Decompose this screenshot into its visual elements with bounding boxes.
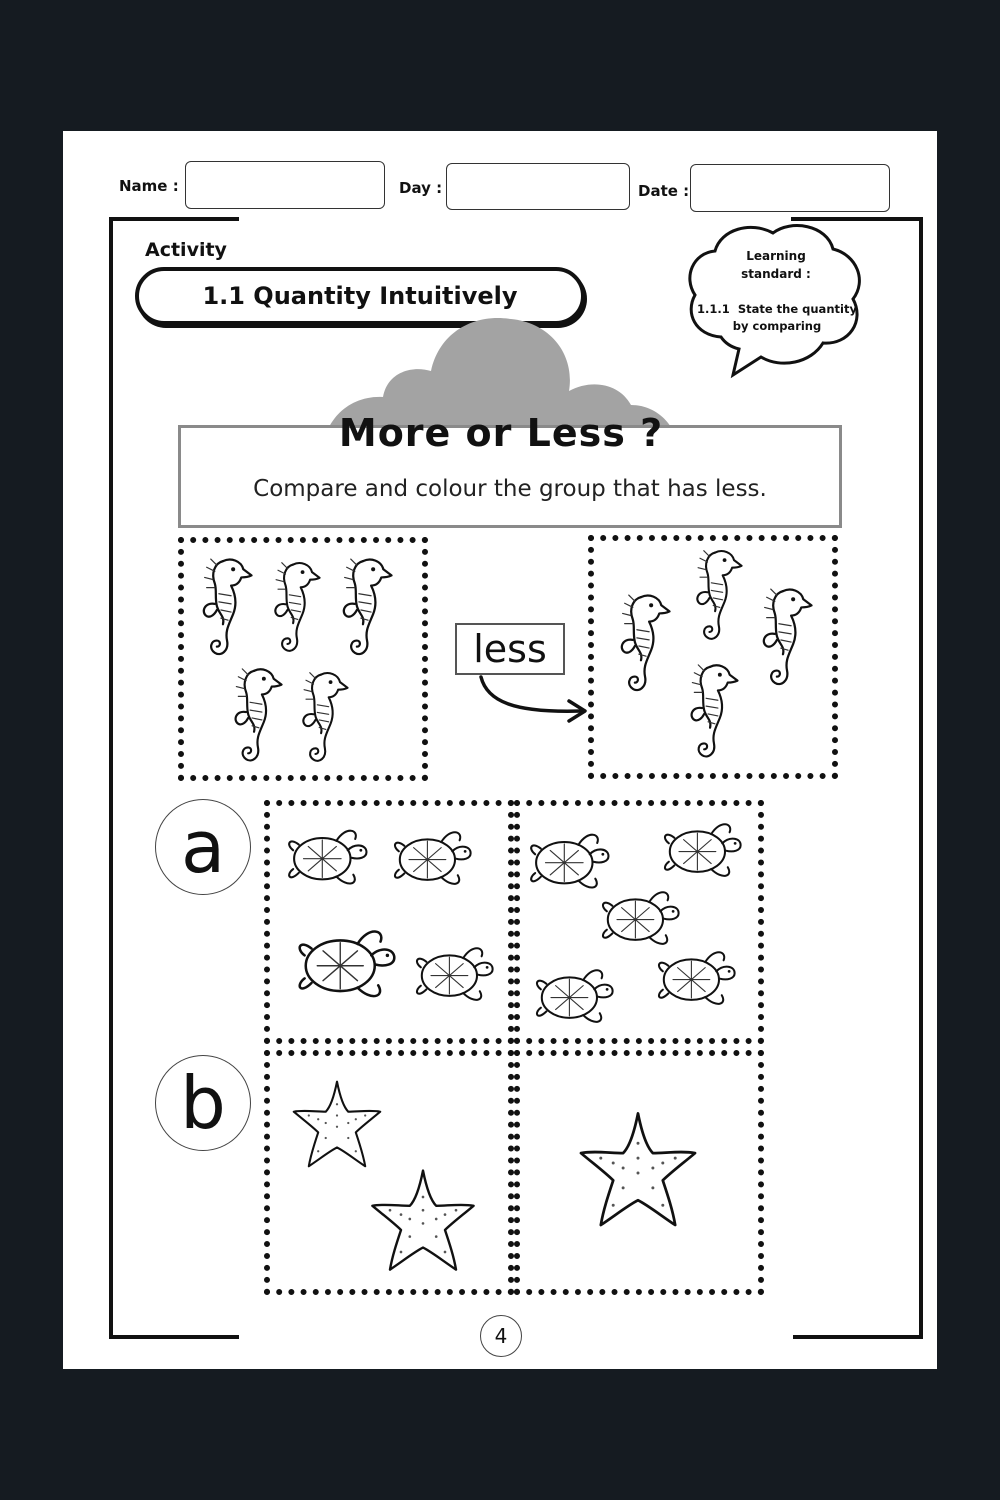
example-left-group[interactable]	[178, 537, 428, 781]
activity-title: 1.1 Quantity Intuitively	[135, 267, 585, 325]
frame-bottom-right	[793, 1335, 923, 1339]
turtle-icon	[417, 948, 493, 1000]
learning-standard-heading	[703, 247, 849, 283]
seahorse-icon	[764, 589, 812, 684]
frame-bottom-left	[109, 1335, 239, 1339]
starfish-icon	[581, 1113, 695, 1225]
learning-standard-code: 1.1.1	[697, 302, 730, 316]
question-a-right-turtles	[520, 806, 758, 1038]
question-b-left-starfish	[270, 1056, 508, 1289]
seahorse-icon	[303, 673, 347, 761]
frame-left	[109, 217, 113, 1339]
day-label: Day :	[399, 179, 443, 197]
question-a-left-group[interactable]	[264, 800, 514, 1044]
example-right-seahorses	[594, 541, 832, 773]
question-a-left-turtles	[270, 806, 508, 1038]
turtle-icon	[537, 970, 613, 1022]
question-b-label: b	[155, 1055, 251, 1151]
starfish-icon	[372, 1171, 473, 1270]
turtle-icon	[665, 824, 741, 876]
worksheet-page	[63, 131, 937, 1369]
example-left-seahorses	[184, 543, 422, 775]
turtle-icon	[300, 932, 395, 997]
turtle-icon	[531, 835, 608, 888]
date-field[interactable]	[690, 164, 890, 212]
turtle-icon	[603, 892, 679, 944]
date-label: Date :	[638, 182, 690, 200]
learning-standard-desc1: State the quantity	[737, 302, 857, 316]
answer-less-box: less	[455, 623, 565, 675]
learning-standard-text	[689, 301, 865, 336]
worksheet-title: More or Less ?	[338, 411, 664, 455]
instruction-text: Compare and colour the group that has less.	[253, 476, 767, 502]
turtle-icon	[395, 832, 471, 884]
question-b-right-group[interactable]	[514, 1050, 764, 1295]
seahorse-icon	[622, 595, 670, 690]
seahorse-icon	[697, 551, 741, 639]
question-b-left-group[interactable]	[264, 1050, 514, 1295]
frame-right	[919, 217, 923, 1339]
example-right-group[interactable]	[588, 535, 838, 779]
seahorse-icon	[275, 563, 319, 651]
seahorse-icon	[692, 665, 738, 757]
question-a-label: a	[155, 799, 251, 895]
turtle-icon	[289, 831, 366, 884]
seahorse-icon	[236, 669, 282, 761]
arrow-right-icon	[473, 671, 593, 727]
question-b-right-starfish	[520, 1056, 758, 1289]
turtle-icon	[659, 952, 735, 1004]
day-field[interactable]	[446, 163, 630, 210]
frame-top-left	[109, 217, 239, 221]
seahorse-icon	[344, 559, 392, 654]
learning-standard-line1: Learning	[746, 249, 806, 263]
learning-standard-desc2: by comparing	[732, 319, 822, 334]
activity-label: Activity	[145, 239, 227, 261]
learning-standard-line2: standard :	[741, 267, 811, 281]
starfish-icon	[294, 1082, 380, 1167]
name-label: Name :	[119, 177, 179, 195]
page-number: 4	[480, 1315, 522, 1357]
speech-bubble	[681, 217, 867, 381]
seahorse-icon	[204, 559, 252, 654]
name-field[interactable]	[185, 161, 385, 209]
question-a-right-group[interactable]	[514, 800, 764, 1044]
